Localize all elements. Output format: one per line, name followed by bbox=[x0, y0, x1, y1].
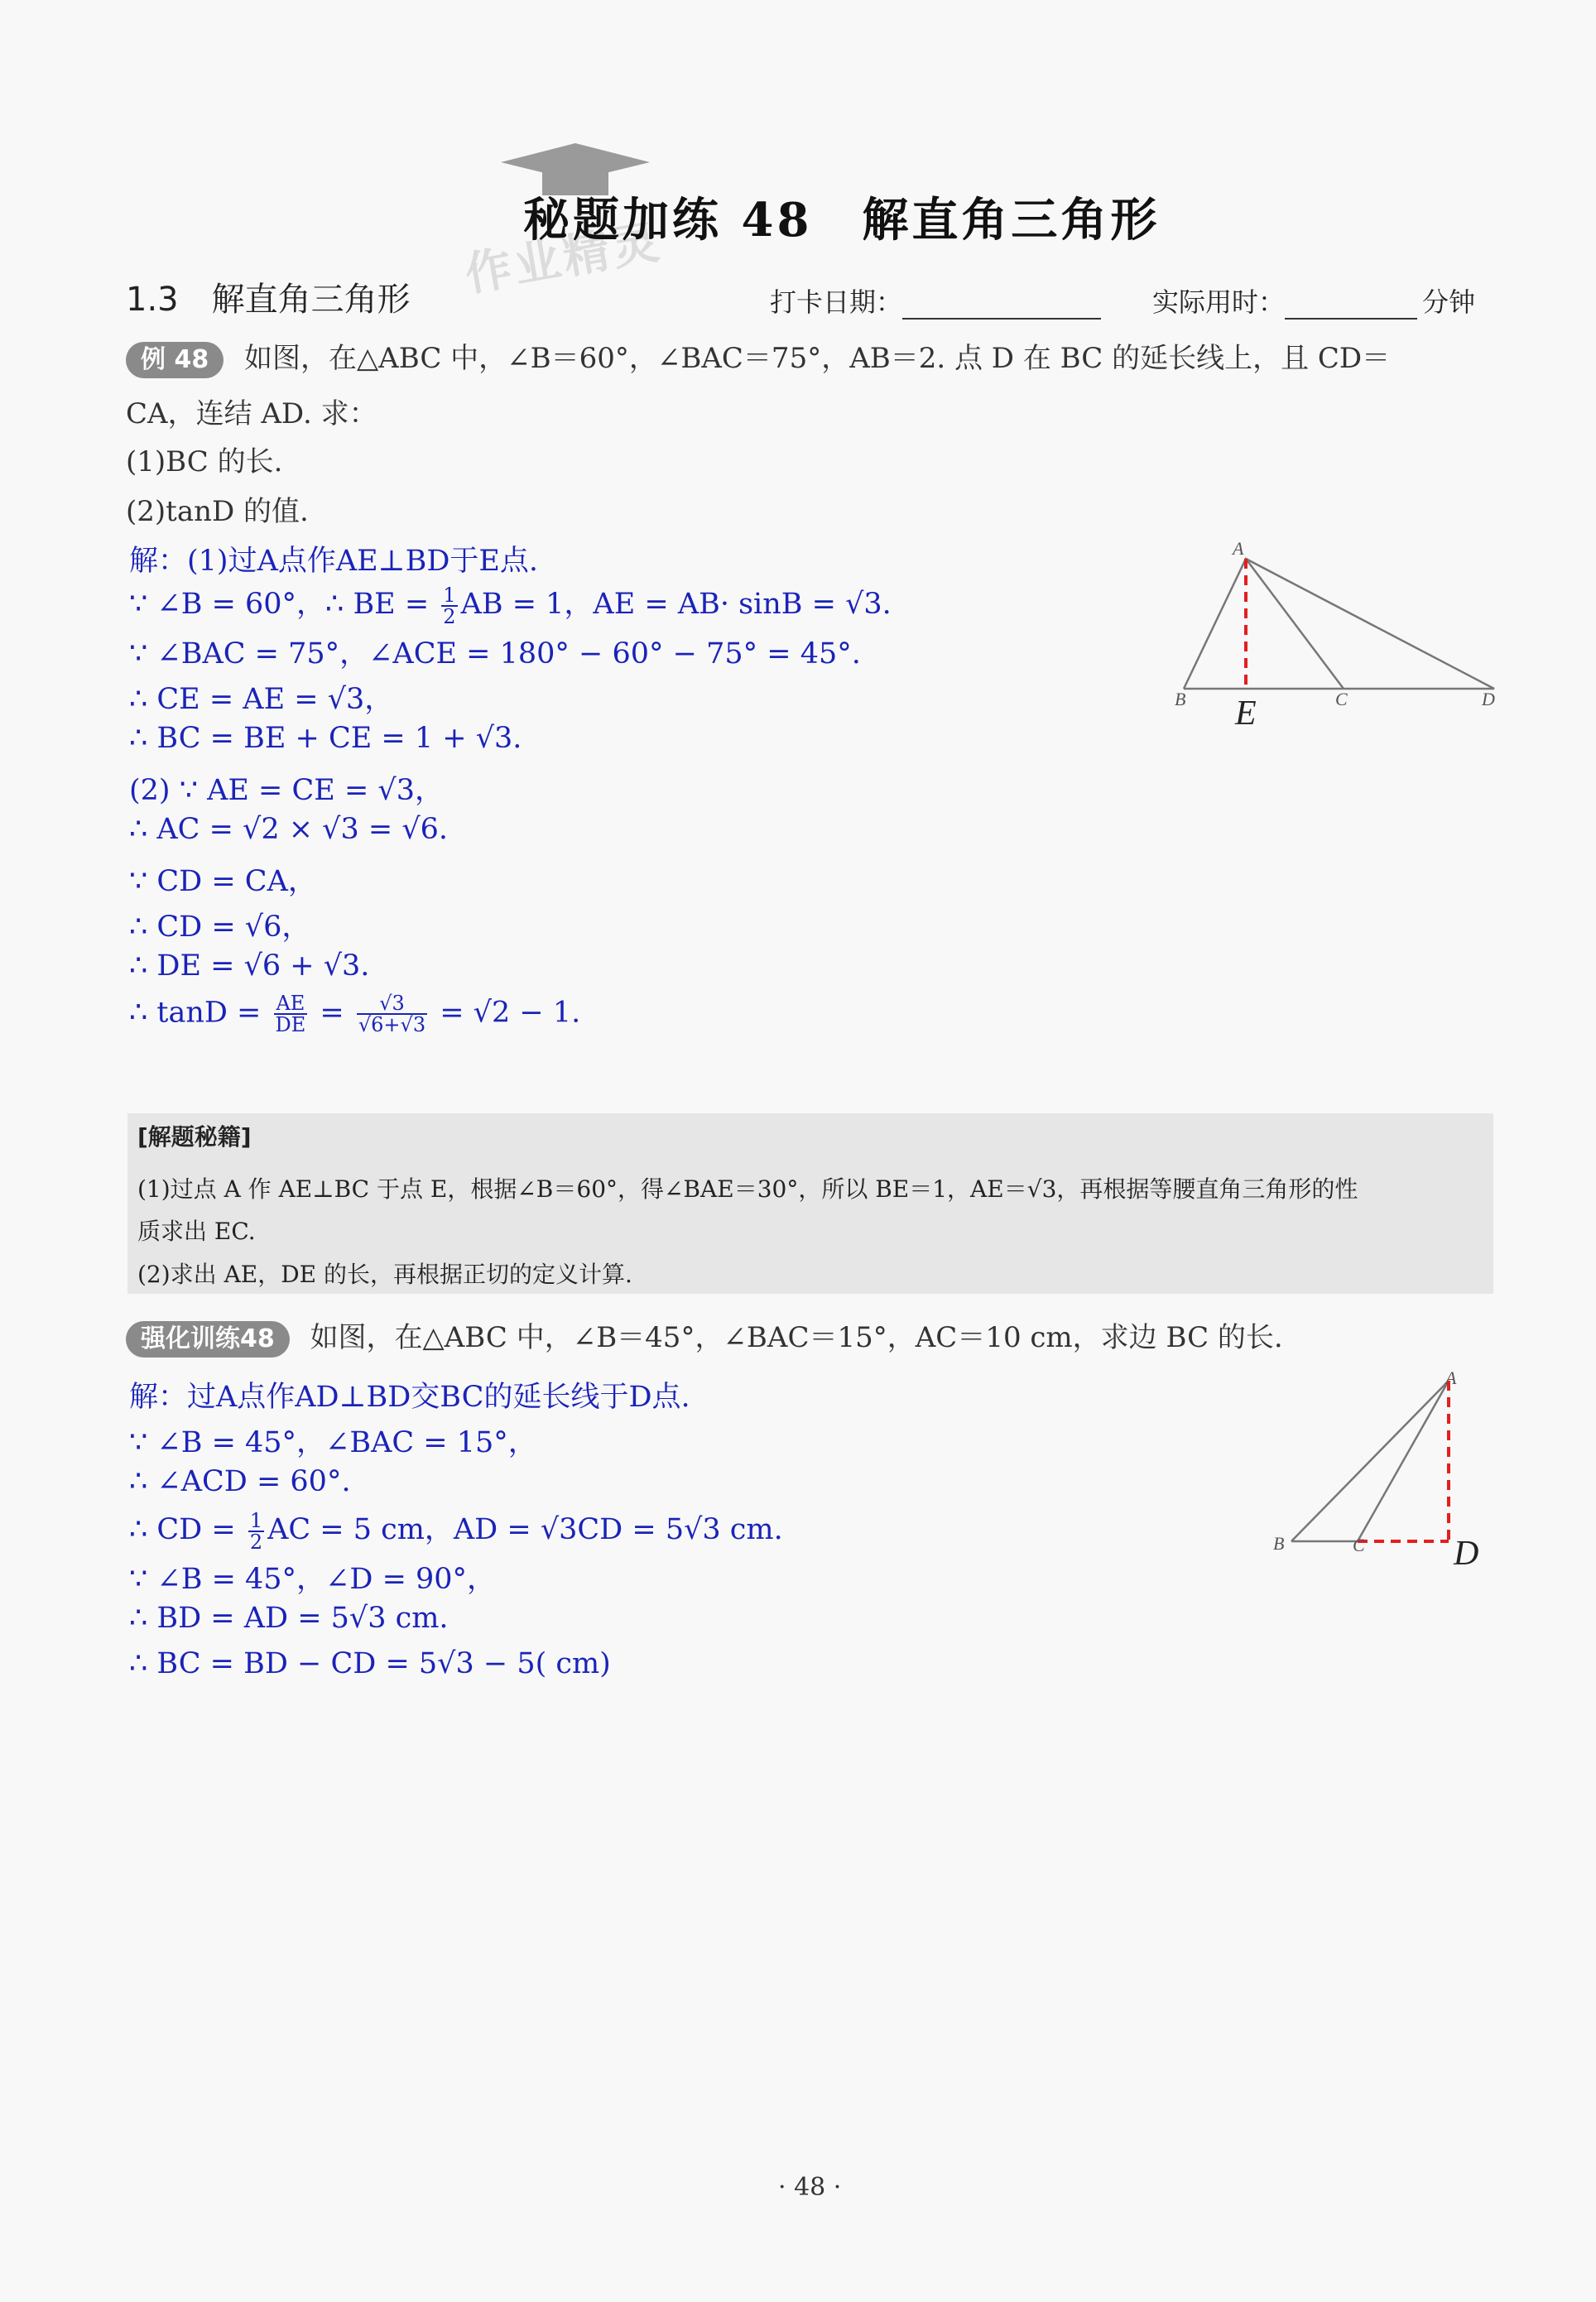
example-line-1 bbox=[126, 335, 1390, 378]
tips-line-2: 质求出 EC. bbox=[137, 1218, 256, 1245]
denominator: 2 bbox=[249, 1530, 263, 1554]
label-b: B bbox=[1175, 689, 1186, 709]
label-b: B bbox=[1273, 1533, 1285, 1554]
watermark: 作业精灵 bbox=[460, 214, 666, 303]
example-badge: 例 48 bbox=[126, 342, 224, 378]
figure-triangle-abd bbox=[1163, 530, 1511, 737]
label-c: C bbox=[1353, 1535, 1365, 1555]
numerator: √3 bbox=[357, 993, 427, 1015]
label-a: A bbox=[1445, 1367, 1457, 1388]
numerator: 1 bbox=[443, 583, 456, 607]
checkin-date-field[interactable] bbox=[902, 293, 1101, 320]
numerator: 1 bbox=[249, 1508, 263, 1532]
solution-line-9: ∴ CD = √6， bbox=[129, 911, 311, 944]
denominator: √6+√3 bbox=[358, 1013, 426, 1036]
solution-text: ∴ tanD = bbox=[129, 996, 271, 1030]
example-text-1: 如图，在△ABC 中，∠B＝60°，∠BAC＝75°，AB＝2. 点 D 在 BC 的延长线上，且 CD＝ bbox=[244, 342, 1391, 375]
training-question: 如图，在△ABC 中，∠B＝45°，∠BAC＝15°，AC＝10 cm，求边 BC 的长. bbox=[310, 1321, 1283, 1354]
training-line bbox=[126, 1314, 1283, 1358]
question-1: (1)BC 的长. bbox=[126, 445, 283, 478]
label-e: E bbox=[1235, 694, 1257, 733]
training-solution-4 bbox=[129, 1507, 783, 1552]
tips-title: [解题秘籍] bbox=[137, 1123, 252, 1151]
fraction-half bbox=[441, 585, 457, 627]
solution-line-1: 解：(1)过A点作AE⊥BD于E点. bbox=[129, 545, 539, 578]
time-used bbox=[1152, 281, 1475, 320]
section-heading: 1.3 解直角三角形 bbox=[126, 281, 411, 319]
solution-text: = √2 − 1. bbox=[430, 996, 581, 1030]
time-used-field[interactable] bbox=[1285, 293, 1417, 320]
checkin-date bbox=[770, 281, 1101, 320]
solution-text: = bbox=[310, 996, 353, 1030]
minutes-label: 分钟 bbox=[1422, 286, 1476, 318]
solution-line-7: ∴ AC = √2 × √3 = √6. bbox=[129, 813, 449, 846]
tips-line-1: (1)过点 A 作 AE⊥BC 于点 E，根据∠B＝60°，得∠BAE＝30°，所以 BE＝1，AE＝√3，再根据等腰直角三角形的性 bbox=[137, 1175, 1358, 1203]
solution-line-11 bbox=[129, 993, 580, 1035]
fraction-half bbox=[248, 1508, 264, 1554]
training-solution-5: ∵ ∠B = 45°，∠D = 90°， bbox=[129, 1563, 497, 1596]
time-label: 实际用时： bbox=[1152, 286, 1286, 318]
solution-line-4: ∴ CE = AE = √3， bbox=[129, 683, 394, 716]
solution-text: ∴ CD = bbox=[129, 1513, 245, 1546]
training-solution-6: ∴ BD = AD = 5√3 cm. bbox=[129, 1602, 449, 1635]
training-solution-1: 解：过A点作AD⊥BD交BC的延长线于D点. bbox=[129, 1381, 690, 1414]
label-d: D bbox=[1454, 1535, 1479, 1573]
solution-line-6: (2) ∵ AE = CE = √3， bbox=[129, 774, 444, 807]
denominator: DE bbox=[275, 1013, 306, 1036]
fraction-ae-de bbox=[274, 993, 308, 1035]
question-2: (2)tanD 的值. bbox=[126, 495, 309, 528]
training-solution-2: ∵ ∠B = 45°，∠BAC = 15°， bbox=[129, 1426, 537, 1459]
label-c: C bbox=[1335, 689, 1348, 709]
solution-line-5: ∴ BC = BE + CE = 1 + √3. bbox=[129, 722, 522, 755]
solution-line-2 bbox=[129, 581, 892, 627]
example-line-2: CA，连结 AD. 求： bbox=[126, 397, 377, 430]
training-badge: 强化训练48 bbox=[126, 1321, 290, 1358]
fraction-root bbox=[357, 993, 427, 1035]
label-a: A bbox=[1233, 538, 1244, 559]
label-d: D bbox=[1482, 689, 1495, 709]
figure-triangle-abc-2 bbox=[1267, 1366, 1507, 1581]
numerator: AE bbox=[274, 993, 308, 1015]
checkin-label: 打卡日期： bbox=[770, 286, 903, 318]
solution-text: AC = 5 cm，AD = √3CD = 5√3 cm. bbox=[267, 1513, 783, 1546]
page-title: 秘题加练 48 解直角三角形 bbox=[523, 193, 1161, 248]
training-solution-7: ∴ BC = BD − CD = 5√3 − 5( cm) bbox=[129, 1647, 611, 1680]
solution-text: AB = 1，AE = AB· sinB = √3. bbox=[460, 588, 892, 621]
denominator: 2 bbox=[443, 604, 456, 628]
solution-line-8: ∵ CD = CA， bbox=[129, 865, 317, 898]
training-solution-3: ∴ ∠ACD = 60°. bbox=[129, 1465, 351, 1498]
page-number: · 48 · bbox=[778, 2173, 842, 2202]
tips-line-3: (2)求出 AE，DE 的长，再根据正切的定义计算. bbox=[137, 1261, 632, 1288]
solution-line-3: ∵ ∠BAC = 75°，∠ACE = 180° − 60° − 75° = 45°. bbox=[129, 637, 861, 670]
solution-line-10: ∴ DE = √6 + √3. bbox=[129, 949, 370, 983]
solution-text: ∵ ∠B = 60°，∴ BE = bbox=[129, 588, 439, 621]
